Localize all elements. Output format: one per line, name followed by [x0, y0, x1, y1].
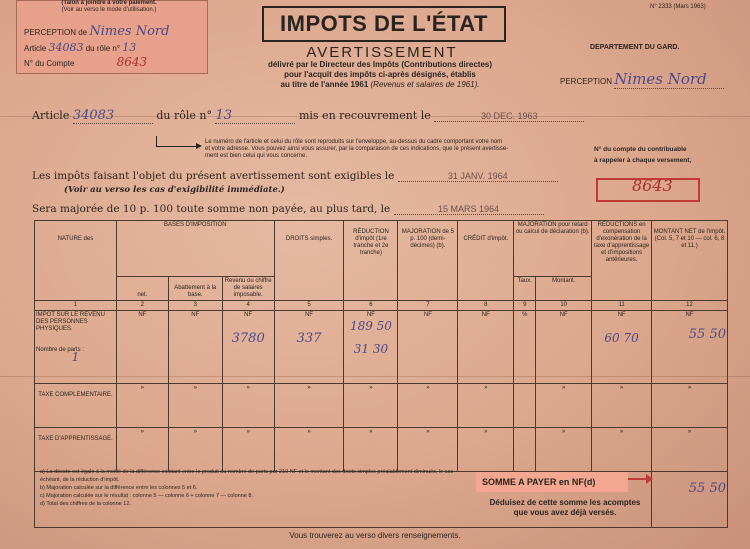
cell-mark: » — [344, 383, 398, 427]
account-label-line: N° du compte du contribuable — [594, 146, 687, 153]
perception-line — [560, 70, 724, 89]
exigible-note: (Voir au verso les cas d'exigibilité immédiate.) — [64, 185, 285, 195]
info-line: et votre adresse. Vous pouvez ainsi vous assurer, par la comparaison de ces indications, que le présent avertisse- — [205, 146, 509, 152]
perception-label: PERCEPTION — [560, 77, 613, 86]
header-montant-net — [652, 221, 728, 301]
cell-montant: NF — [536, 311, 592, 383]
cell-mark: » — [344, 427, 398, 471]
arrow-icon — [196, 143, 202, 149]
header-majoration — [398, 221, 458, 301]
cell-mark: » — [458, 383, 514, 427]
mis-label: mis en recouvrement le — [298, 109, 431, 122]
stub-article — [24, 41, 136, 54]
notes-section — [40, 468, 470, 508]
header-taux: Taux. — [514, 277, 536, 301]
col-number: 2 — [116, 301, 168, 311]
deduction-note — [480, 498, 650, 518]
col-number: 8 — [458, 301, 514, 311]
cell-mark: » — [116, 427, 168, 471]
row-label-taxe-app — [35, 427, 117, 471]
stub-perception-value: Nimes Nord — [89, 24, 170, 39]
row-label-text: IMPOT SUR LE REVENU DES PERSONNES PHYSIQUES. — [36, 312, 105, 333]
account-label — [594, 144, 691, 166]
cell-mark: » — [652, 383, 728, 427]
header-text: CRÉDIT d'impôt. — [463, 236, 509, 242]
cell-mark: » — [458, 427, 514, 471]
stub-compte-label: N° du Compte — [24, 59, 75, 68]
parts-label: Nombre de parts : — [36, 347, 85, 354]
cell-mark: » — [168, 383, 222, 427]
row-label-irpp — [35, 311, 117, 383]
article-info — [205, 139, 535, 160]
header-credit — [458, 221, 514, 301]
cell-mark: » — [592, 427, 652, 471]
note-a: a) La décote est égale à la moitié de la différence existant entre le produit du nombre de parts par 210 NF et le montant des droits simples préalablement diminués, le cas échéant, de la réduction d'impôt. — [40, 469, 454, 483]
col-number: 4 — [222, 301, 274, 311]
cell-majoration: NF — [398, 311, 458, 383]
col-number: 9 — [514, 301, 536, 311]
col-number: 11 — [592, 301, 652, 311]
header-text: NATURE des — [57, 236, 94, 242]
note-d: d) Total des chiffres de la colonne 12. — [40, 501, 131, 507]
account-label-line: à rappeler à chaque versement, — [594, 157, 692, 164]
cell-mark: » — [222, 427, 274, 471]
info-line: Le numéro de l'article et celui du rôle sont reproduits sur l'enveloppe, au-dessus du cadre comportant votre nom — [205, 139, 503, 145]
document-title: IMPOTS DE L'ÉTAT — [262, 6, 506, 42]
perception-value: Nimes Nord — [614, 70, 724, 89]
cell-taux: % — [514, 311, 536, 383]
mis-value: 30 DEC. 1963 — [434, 111, 584, 122]
cell-mark: » — [222, 383, 274, 427]
role-label: du rôle n° — [156, 109, 212, 122]
table-row — [35, 311, 728, 383]
cell-abattement: NF — [168, 311, 222, 383]
cell-montant-net — [652, 311, 728, 383]
stub-note-line: (Voir au verso le mode d'utilisation.) — [61, 7, 157, 13]
department-label: DEPARTEMENT DU GARD. — [590, 44, 680, 51]
unit-text: NF — [617, 312, 626, 319]
majoration-text: Sera majorée de 10 p. 100 toute somme non payée, au plus tard, le — [32, 203, 391, 215]
article-line — [32, 108, 584, 124]
exigible-line — [32, 170, 558, 182]
header-majo-retard: MAJORATION pour retard ou calcul de déclaration (b). — [514, 221, 592, 277]
reduction-value-2: 31 30 — [353, 342, 389, 357]
role-value: 13 — [215, 108, 295, 124]
cell-empty — [514, 383, 536, 427]
cell-credit: NF — [458, 311, 514, 383]
reductions-comp-value: 60 70 — [604, 331, 639, 346]
droits-value: 337 — [296, 331, 322, 347]
footer-note: Vous trouverez au verso divers renseignements. — [289, 531, 461, 540]
row-label-taxe-comp — [35, 383, 117, 427]
deduction-line: que vous avez déjà versés. — [513, 508, 617, 517]
cell-reduction — [344, 311, 398, 383]
year-text: au titre de l'année 1961 — [280, 80, 369, 89]
header-text: Abattement à la base. — [174, 285, 217, 299]
year-suffix: (Revenus et salaires de 1961). — [370, 80, 480, 89]
header-text: RÉDUCTION d'impôt (1re tranche et 2e tranche) — [353, 229, 389, 256]
stub-role-label: du rôle n° — [85, 44, 121, 53]
table-row — [35, 427, 728, 471]
header-text: DROITS simples. — [285, 236, 333, 242]
description-line — [250, 80, 510, 90]
total-value: 55 50 — [688, 480, 726, 496]
unit-text: NF — [685, 312, 694, 319]
document-description — [250, 60, 510, 90]
exigible-date: 31 JANV. 1964 — [398, 171, 558, 182]
column-numbers-row — [35, 301, 728, 311]
header-text: MAJORATION de 5 p. 100 (demi-décimes) (b). — [401, 229, 454, 249]
cell-mark: » — [592, 383, 652, 427]
parts-value: 1 — [71, 350, 80, 365]
cell-empty — [514, 427, 536, 471]
deduction-line: Déduisez de cette somme les acomptes — [489, 498, 641, 507]
document-subtitle: AVERTISSEMENT — [306, 44, 458, 61]
unit-text: NF — [244, 312, 253, 319]
cell-mark: » — [274, 383, 344, 427]
header-abattement — [168, 277, 222, 301]
stub-compte — [24, 55, 147, 69]
article-label: Article — [32, 109, 70, 122]
header-text: Revenu ou chiffre de salaires imposable. — [224, 278, 272, 299]
cell-mark: » — [536, 383, 592, 427]
account-number-value: 8643 — [632, 176, 673, 195]
stub-perception-label: PERCEPTION de — [24, 28, 88, 37]
cell-droits — [274, 311, 344, 383]
cell-mark: » — [652, 427, 728, 471]
arrow-right-icon — [646, 474, 653, 484]
header-nature — [35, 221, 117, 301]
header-droits — [274, 221, 344, 301]
cell-mark: » — [398, 383, 458, 427]
total-cell — [652, 471, 728, 527]
col-number: 1 — [35, 301, 117, 311]
cell-mark: » — [536, 427, 592, 471]
stub-role-value: 13 — [122, 41, 137, 54]
stub-note — [24, 0, 194, 14]
cell-reductions-comp — [592, 311, 652, 383]
col-number: 5 — [274, 301, 344, 311]
note-b: b) Majoration calculée sur la différence entre les colonnes 5 et 6. — [40, 485, 198, 491]
header-reductions-comp: RÉDUCTIONS en compensation d'exonération de la taxe d'apprentissage et d'impositions antérieures. — [592, 221, 652, 301]
stub-article-value: 34083 — [48, 41, 84, 54]
article-value: 34083 — [73, 108, 153, 124]
stub-article-label: Article — [24, 44, 47, 53]
cell-mark: » — [116, 383, 168, 427]
amount-due-label: SOMME A PAYER en NF(d) — [476, 472, 628, 492]
header-revenu — [222, 277, 274, 301]
majoration-line — [32, 203, 544, 215]
majoration-date: 15 MARS 1964 — [394, 204, 544, 215]
col-number: 10 — [536, 301, 592, 311]
row-label-text: TAXE COMPLEMENTAIRE. — [38, 391, 113, 398]
header-montant: Montant. — [536, 277, 592, 301]
stub-perception — [24, 24, 169, 39]
revenu-value: 3780 — [231, 331, 265, 347]
header-net — [116, 277, 168, 301]
col-number: 6 — [344, 301, 398, 311]
stub-compte-value: 8643 — [116, 55, 148, 69]
reduction-value-1: 189 50 — [349, 319, 392, 334]
cell-net: NF — [116, 311, 168, 383]
cell-mark: » — [168, 427, 222, 471]
unit-text: NF — [305, 312, 314, 319]
header-text: net. — [137, 292, 148, 299]
arrow-bracket — [156, 136, 197, 147]
cell-mark: » — [274, 427, 344, 471]
cell-mark: » — [398, 427, 458, 471]
info-line: ment est bien celui qui vous concerne. — [205, 153, 308, 159]
header-bases: BASES D'IMPOSITION — [116, 221, 274, 277]
description-line: pour l'acquit des impôts ci-après désignés, établis — [284, 70, 476, 79]
header-text: MONTANT NET de l'impôt. (Col. 5, 7 et 10 — col. 6, 8 et 11.) — [653, 229, 726, 249]
col-number: 12 — [652, 301, 728, 311]
table-row — [35, 383, 728, 427]
note-c: c) Majoration calculée sur le résultat : colonne 5 — colonne 6 + colonne 7 — colonne 8. — [40, 493, 253, 499]
description-line: délivré par le Directeur des Impôts (Contributions directes) — [267, 60, 493, 69]
header-reduction — [344, 221, 398, 301]
col-number: 3 — [168, 301, 222, 311]
exigible-text: Les impôts faisant l'objet du présent avertissement sont exigibles le — [32, 170, 395, 182]
col-number: 7 — [398, 301, 458, 311]
row-label-text: TAXE D'APPRENTISSAGE. — [38, 435, 113, 442]
unit-text: NF — [366, 312, 375, 319]
stub-note-line: (Talon à joindre à votre paiement. — [61, 0, 157, 6]
cell-revenu — [222, 311, 274, 383]
form-number: N° 2333 (Mars 1963) — [650, 4, 706, 10]
montant-net-value: 55 50 — [688, 327, 726, 343]
